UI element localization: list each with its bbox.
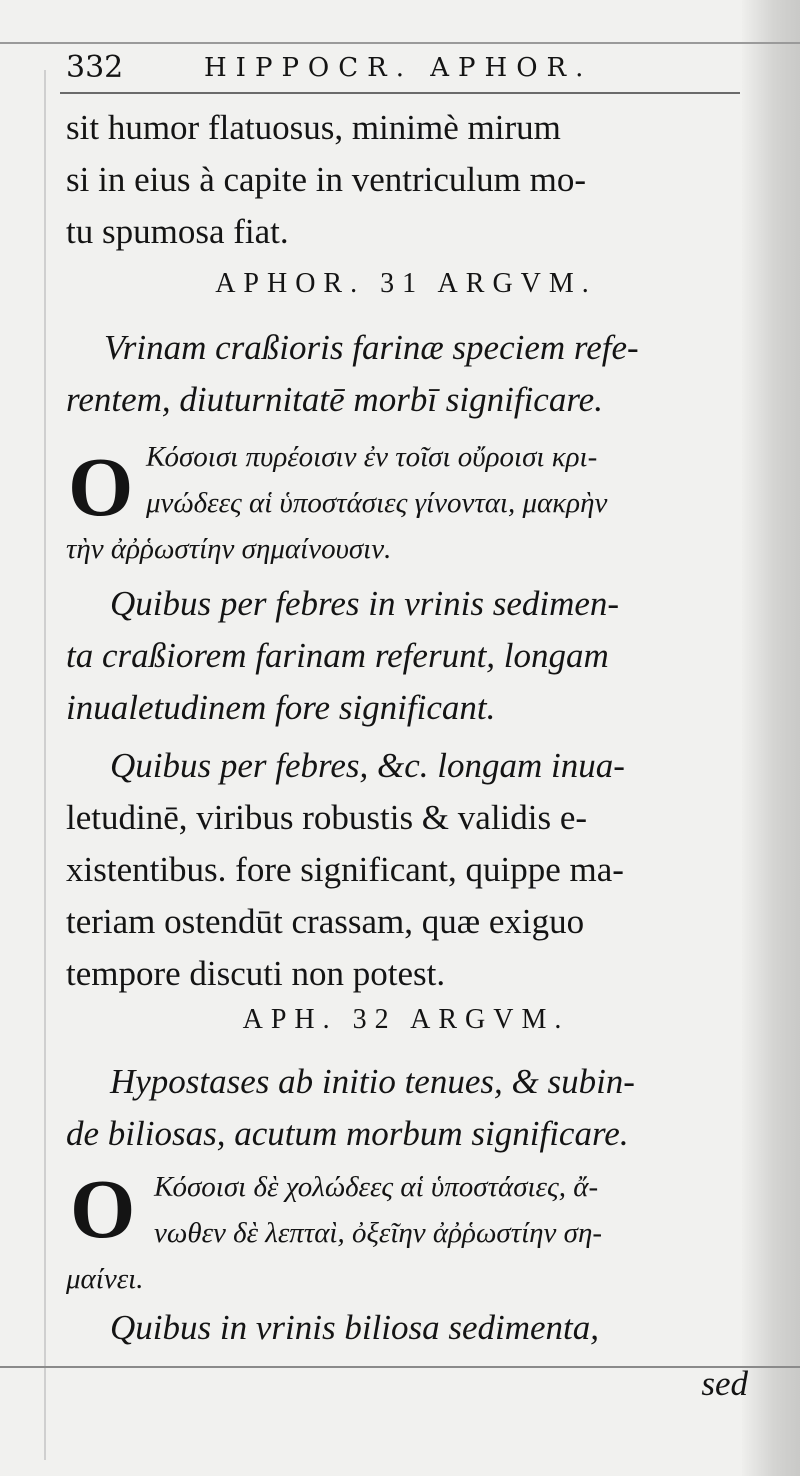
continuation-paragraph — [66, 102, 736, 258]
text-line: Quibus per febres, &c. longam inua- — [110, 746, 625, 785]
catchword: sed — [701, 1364, 748, 1403]
aphorism-31-latin — [66, 578, 780, 734]
text-line: νωθεν δὲ λεπταὶ, ὀξεῖην ἀῤῥωστίην ση- — [154, 1217, 603, 1249]
page-number: 332 — [66, 50, 124, 85]
page-header — [66, 48, 746, 88]
top-rule — [0, 42, 800, 44]
text-line: inualetudinem fore significant. — [66, 688, 496, 727]
text-line: xistentibus. fore significant, quippe ma- — [66, 850, 624, 889]
text-line: Quibus per febres in vrinis sedimen- — [110, 584, 620, 623]
aphorism-31-commentary — [66, 740, 780, 1000]
text-line: Vrinam craßioris farinæ speciem refe- — [104, 328, 639, 367]
header-rule — [60, 92, 740, 94]
page-gutter — [742, 0, 800, 1476]
aphorism-32-greek — [66, 1164, 736, 1302]
text-line: letudinē, viribus robustis & validis e- — [66, 798, 588, 837]
text-line: de biliosas, acutum morbum significare. — [66, 1114, 629, 1153]
text-line: μαίνει. — [66, 1263, 144, 1295]
text-line: ta craßiorem farinam referunt, longam — [66, 636, 609, 675]
text-line: Hypostases ab initio tenues, & subin- — [110, 1062, 635, 1101]
text-line: Quibus in vrinis biliosa sedimenta, — [110, 1308, 600, 1347]
text-line: teriam ostendūt crassam, quæ exiguo — [66, 902, 585, 941]
aphorism-32-argument — [66, 1056, 744, 1160]
text-line: Κόσοισι πυρέοισιν ἐν τοῖσι οὔροισι κρι- — [146, 441, 598, 473]
aphorism-32-heading: APH. 32 ARGVM. — [242, 1004, 570, 1035]
text-line: Κόσοισι δὲ χολώδεες αἱ ὑποστάσιες, ἄ- — [154, 1171, 599, 1203]
text-line: τὴν ἀῤῥωστίην σημαίνουσιν. — [66, 533, 392, 565]
text-line: μνώδεες αἱ ὑποστάσιες γίνονται, μακρὴν — [146, 487, 608, 519]
text-line: sit humor flatuosus, minimè mirum — [66, 108, 561, 147]
text-line: si in eius à capite in ventriculum mo- — [66, 160, 587, 199]
text-line: rentem, diuturnitatē morbī significare. — [66, 380, 603, 419]
aphorism-32-latin — [110, 1302, 748, 1414]
text-line: tempore discuti non potest. — [66, 954, 446, 993]
aphorism-31-greek — [66, 434, 736, 572]
text-line: tu spumosa fiat. — [66, 212, 289, 251]
drop-cap: O — [70, 1163, 136, 1256]
aphorism-31-heading: APHOR. 31 ARGVM. — [215, 268, 597, 299]
running-head: HIPPOCR. APHOR. — [204, 53, 593, 83]
page-left-edge — [44, 70, 46, 1460]
aphorism-31-argument — [66, 322, 744, 426]
drop-cap: O — [68, 441, 134, 534]
